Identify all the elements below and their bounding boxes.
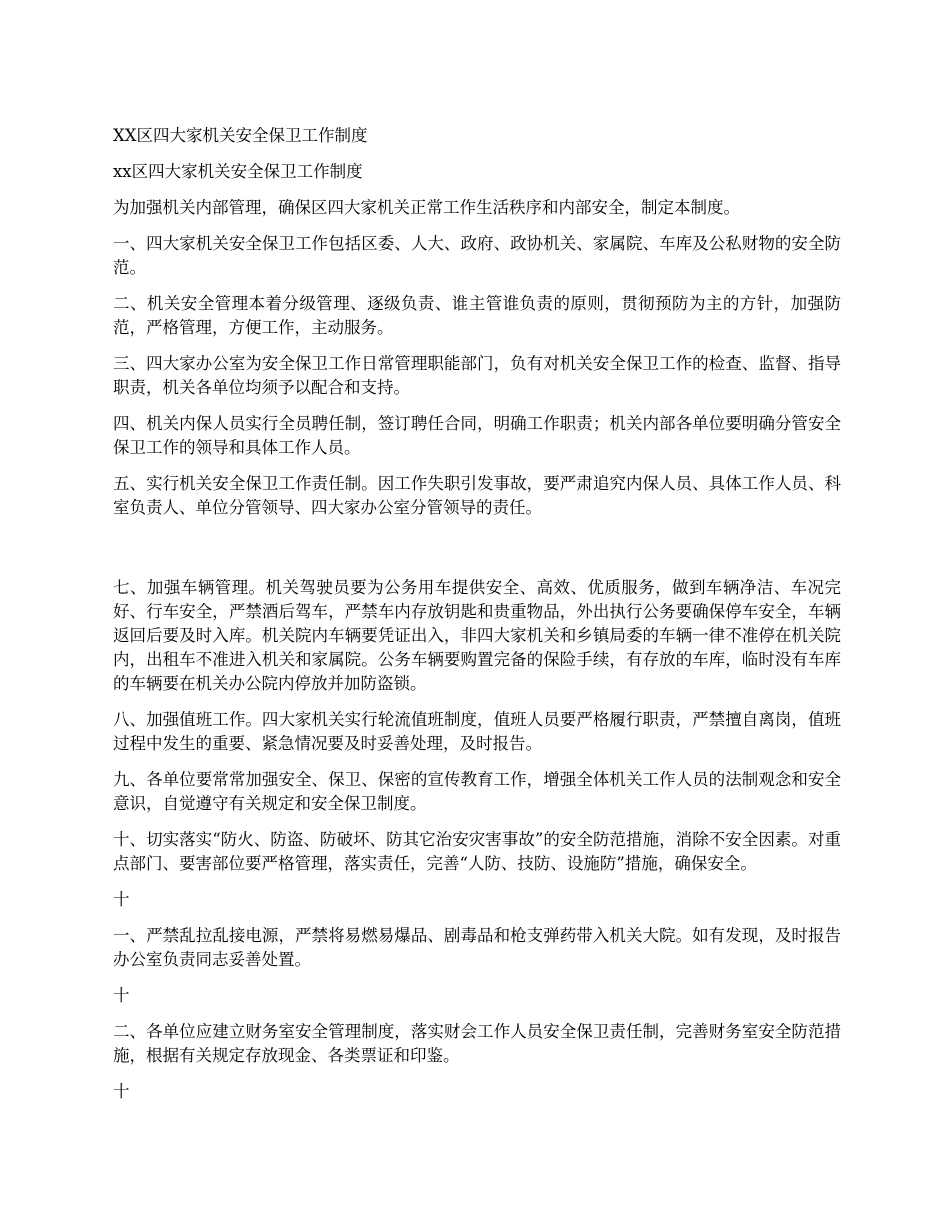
paragraph-3: 三、四大家办公室为安全保卫工作日常管理职能部门，负有对机关安全保卫工作的检查、监督、指导职责，机关各单位均须予以配合和支持。 xyxy=(113,354,841,397)
document-title: XX区四大家机关安全保卫工作制度 xyxy=(113,126,368,145)
paragraph-9: 九、各单位要常常加强安全、保卫、保密的宣传教育工作，增强全体机关工作人员的法制观念和安全意识，自觉遵守有关规定和安全保卫制度。 xyxy=(113,770,841,813)
document-body xyxy=(113,124,841,1116)
paragraph-8: 八、加强值班工作。四大家机关实行轮流值班制度，值班人员要严格履行职责，严禁擅自离岗，值班过程中发生的重要、紧急情况要及时妥善处理，及时报告。 xyxy=(113,710,841,753)
paragraph-12: 二、各单位应建立财务室安全管理制度，落实财会工作人员安全保卫责任制，完善财务室安全防范措施，根据有关规定存放现金、各类票证和印鉴。 xyxy=(113,1022,841,1065)
paragraph-11: 一、严禁乱拉乱接电源，严禁将易燃易爆品、剧毒品和枪支弹药带入机关大院。如有发现，及时报告办公室负责同志妥善处置。 xyxy=(113,926,841,969)
document-subtitle: xx区四大家机关安全保卫工作制度 xyxy=(113,162,363,181)
paragraph-12-number: 十 xyxy=(113,986,130,1005)
paragraph-1: 一、四大家机关安全保卫工作包括区委、人大、政府、政协机关、家属院、车库及公私财物的安全防范。 xyxy=(113,234,841,277)
paragraph-13-number: 十 xyxy=(113,1082,130,1101)
intro-paragraph: 为加强机关内部管理，确保区四大家机关正常工作生活秩序和内部安全，制定本制度。 xyxy=(113,198,740,217)
paragraph-2: 二、机关安全管理本着分级管理、逐级负责、谁主管谁负责的原则，贯彻预防为主的方针，加强防范，严格管理，方便工作，主动服务。 xyxy=(113,294,841,337)
paragraph-5: 五、实行机关安全保卫工作责任制。因工作失职引发事故，要严肃追究内保人员、具体工作人员、科室负责人、单位分管领导、四大家办公室分管领导的责任。 xyxy=(113,474,841,517)
blank-gap xyxy=(113,532,841,576)
paragraph-11-number: 十 xyxy=(113,890,130,909)
paragraph-7: 七、加强车辆管理。机关驾驶员要为公务用车提供安全、高效、优质服务，做到车辆净洁、车况完好、行车安全，严禁酒后驾车，严禁车内存放钥匙和贵重物品，外出执行公务要确保停车安全，车辆返回后要及时入库。机关院内车辆要凭证出入，非四大家机关和乡镇局委的车辆一律不准停在机关院内，出租车不准进入机关和家属院。公务车辆要购置完备的保险手续，有存放的车库，临时没有车库的车辆要在机关办公院内停放并加防盗锁。 xyxy=(113,578,841,693)
paragraph-10: 十、切实落实“防火、防盗、防破坏、防其它治安灾害事故”的安全防范措施，消除不安全因素。对重点部门、要害部位要严格管理，落实责任，完善“人防、技防、设施防”措施，确保安全。 xyxy=(113,830,841,873)
paragraph-4: 四、机关内保人员实行全员聘任制，签订聘任合同，明确工作职责；机关内部各单位要明确分管安全保卫工作的领导和具体工作人员。 xyxy=(113,414,841,457)
